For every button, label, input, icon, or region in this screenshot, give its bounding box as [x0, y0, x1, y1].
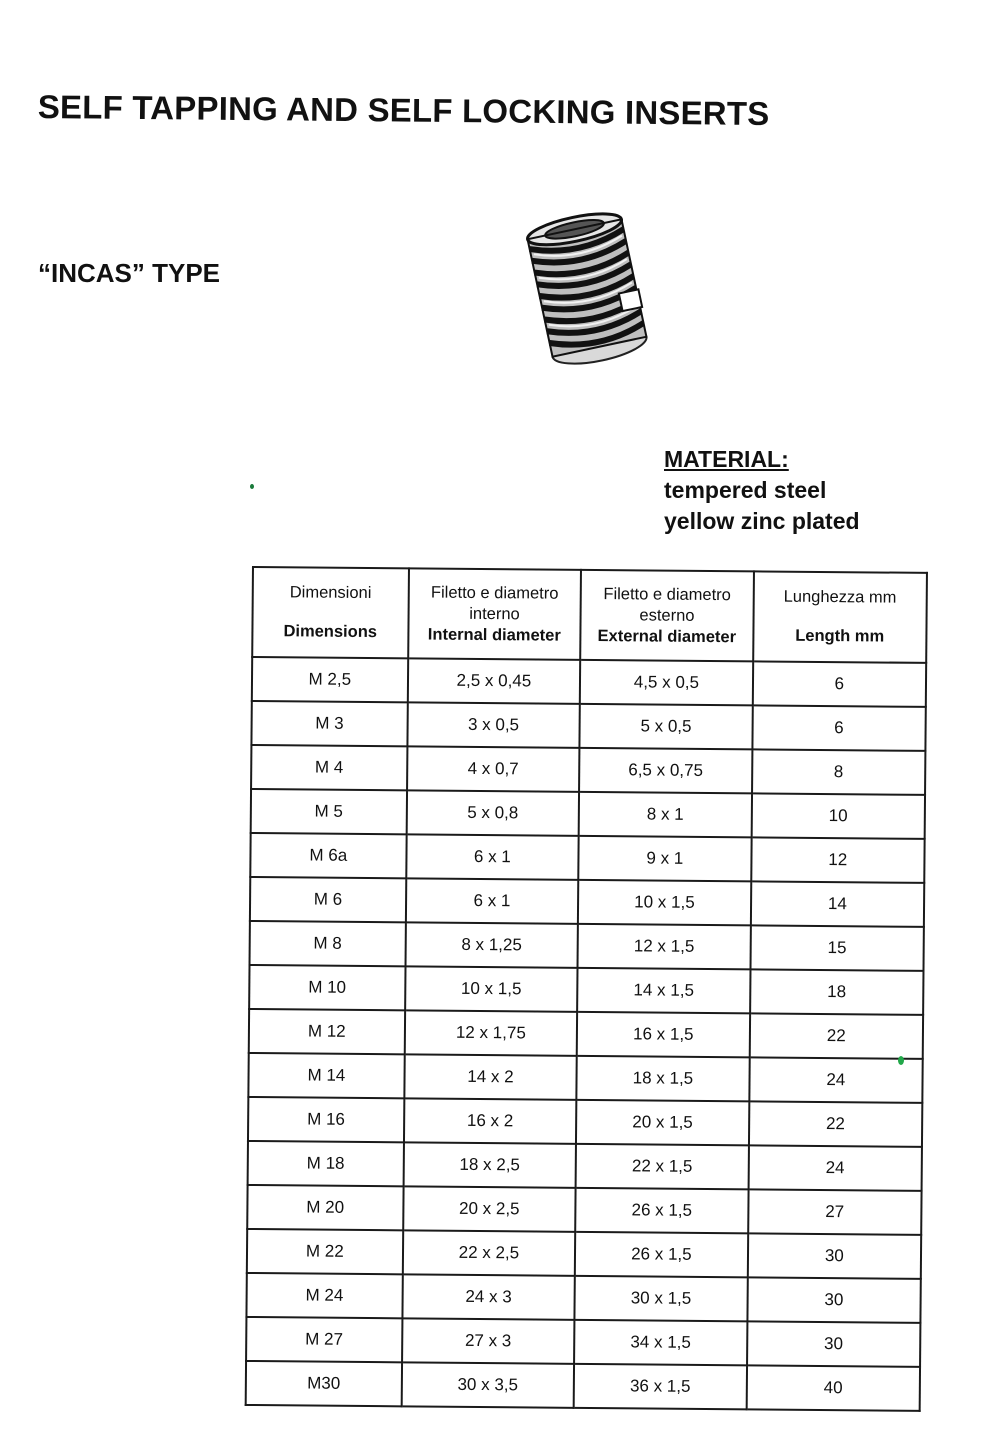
cell-length: 27: [748, 1189, 922, 1235]
cell-dimension: M 3: [251, 701, 407, 746]
cell-internal-diameter: 27 x 3: [402, 1318, 575, 1364]
table-row: [248, 1053, 922, 1103]
cell-internal-diameter: 2,5 x 0,45: [407, 658, 580, 704]
cell-external-diameter: 16 x 1,5: [577, 1012, 750, 1058]
cell-length: 24: [749, 1057, 923, 1103]
scan-speck: [250, 484, 254, 489]
type-subtitle: “INCAS” TYPE: [38, 258, 221, 288]
specs-table-wrapper: [245, 566, 928, 1412]
header-label-english: Length mm: [795, 626, 885, 646]
table-row: [248, 1141, 922, 1191]
specs-table: [245, 566, 928, 1412]
table-row: [252, 657, 926, 707]
header-label-italian: Filetto e diametro interno: [430, 583, 559, 623]
cell-dimension: M 10: [249, 965, 405, 1010]
cell-dimension: M 5: [251, 789, 407, 834]
table-row: [249, 965, 923, 1015]
cell-length: 12: [751, 837, 925, 883]
cell-external-diameter: 18 x 1,5: [577, 1056, 750, 1102]
cell-internal-diameter: 6 x 1: [406, 834, 579, 880]
cell-dimension: M 2,5: [252, 657, 408, 702]
cell-length: 15: [750, 925, 924, 971]
header-label-english: Internal diameter: [427, 625, 561, 645]
table-row: [251, 745, 925, 795]
cell-internal-diameter: 12 x 1,75: [404, 1010, 577, 1056]
table-row: [246, 1361, 920, 1411]
cell-dimension: M 22: [247, 1229, 403, 1274]
cell-external-diameter: 26 x 1,5: [575, 1232, 748, 1278]
column-header-external-diameter: [580, 570, 753, 662]
column-header-internal-diameter: [408, 568, 581, 660]
cell-length: 18: [750, 969, 924, 1015]
scan-speck: [898, 1056, 904, 1065]
cell-external-diameter: 22 x 1,5: [576, 1144, 749, 1190]
table-row: [247, 1185, 921, 1235]
cell-internal-diameter: 6 x 1: [406, 878, 579, 924]
page-title: SELF TAPPING AND SELF LOCKING INSERTS: [37, 88, 770, 133]
cell-external-diameter: 5 x 0,5: [580, 704, 753, 750]
cell-length: 24: [748, 1145, 922, 1191]
table-row: [251, 789, 925, 839]
table-row: [248, 1097, 922, 1147]
header-label-italian: Filetto e diametro esterno: [603, 584, 731, 625]
cell-internal-diameter: 24 x 3: [402, 1274, 575, 1320]
header-label-english: External diameter: [597, 626, 737, 646]
cell-length: 8: [752, 749, 926, 795]
cell-external-diameter: 36 x 1,5: [574, 1364, 747, 1410]
table-row: [246, 1317, 920, 1367]
cell-external-diameter: 4,5 x 0,5: [580, 660, 753, 706]
cell-external-diameter: 10 x 1,5: [578, 880, 751, 926]
cell-length: 30: [747, 1277, 921, 1323]
cell-dimension: M 16: [248, 1097, 404, 1142]
cell-external-diameter: 20 x 1,5: [576, 1100, 749, 1146]
cell-length: 6: [752, 705, 926, 751]
cell-internal-diameter: 14 x 2: [404, 1054, 577, 1100]
cell-dimension: M 24: [246, 1273, 402, 1318]
cell-external-diameter: 6,5 x 0,75: [579, 748, 752, 794]
cell-dimension: M30: [246, 1361, 402, 1406]
cell-internal-diameter: 5 x 0,8: [406, 790, 579, 836]
material-line: tempered steel: [664, 477, 827, 503]
cell-external-diameter: 30 x 1,5: [575, 1276, 748, 1322]
column-header-dimensions: [252, 567, 408, 658]
cell-internal-diameter: 30 x 3,5: [401, 1362, 574, 1408]
table-row: [247, 1229, 921, 1279]
cell-internal-diameter: 20 x 2,5: [403, 1186, 576, 1232]
cell-external-diameter: 34 x 1,5: [574, 1320, 747, 1366]
cell-external-diameter: 9 x 1: [578, 836, 751, 882]
cell-dimension: M 27: [246, 1317, 402, 1362]
cell-internal-diameter: 3 x 0,5: [407, 702, 580, 748]
cell-internal-diameter: 4 x 0,7: [407, 746, 580, 792]
table-row: [249, 1009, 923, 1059]
header-label-italian: Lunghezza mm: [783, 587, 897, 607]
cell-external-diameter: 8 x 1: [579, 792, 752, 838]
table-row: [251, 701, 925, 751]
header-label-english: Dimensions: [283, 622, 378, 642]
cell-length: 6: [752, 661, 926, 707]
column-header-length: [753, 571, 927, 663]
cell-internal-diameter: 16 x 2: [404, 1098, 577, 1144]
cell-length: 10: [751, 793, 925, 839]
cell-length: 22: [749, 1101, 923, 1147]
cell-dimension: M 6: [250, 877, 406, 922]
cell-dimension: M 8: [250, 921, 406, 966]
cell-external-diameter: 14 x 1,5: [577, 968, 750, 1014]
cell-length: 22: [749, 1013, 923, 1059]
cell-dimension: M 12: [249, 1009, 405, 1054]
cell-length: 30: [747, 1321, 921, 1367]
threaded-insert-image: [512, 208, 662, 368]
table-row: [250, 833, 924, 883]
header-label-italian: Dimensioni: [289, 583, 372, 603]
cell-dimension: M 18: [248, 1141, 404, 1186]
cell-dimension: M 4: [251, 745, 407, 790]
cell-dimension: M 6a: [250, 833, 406, 878]
cell-internal-diameter: 8 x 1,25: [405, 922, 578, 968]
cell-length: 40: [746, 1365, 920, 1411]
cell-length: 14: [751, 881, 925, 927]
table-row: [246, 1273, 920, 1323]
cell-internal-diameter: 18 x 2,5: [403, 1142, 576, 1188]
material-heading: MATERIAL:: [664, 446, 789, 472]
table-row: [250, 921, 924, 971]
table-body: [246, 657, 927, 1411]
cell-dimension: M 20: [247, 1185, 403, 1230]
cell-external-diameter: 26 x 1,5: [575, 1188, 748, 1234]
cell-external-diameter: 12 x 1,5: [578, 924, 751, 970]
cell-length: 30: [747, 1233, 921, 1279]
cell-internal-diameter: 10 x 1,5: [405, 966, 578, 1012]
table-header-row: [252, 567, 927, 663]
table-row: [250, 877, 924, 927]
material-info: [664, 444, 860, 537]
material-line: yellow zinc plated: [664, 508, 860, 534]
cell-internal-diameter: 22 x 2,5: [402, 1230, 575, 1276]
cell-dimension: M 14: [248, 1053, 404, 1098]
